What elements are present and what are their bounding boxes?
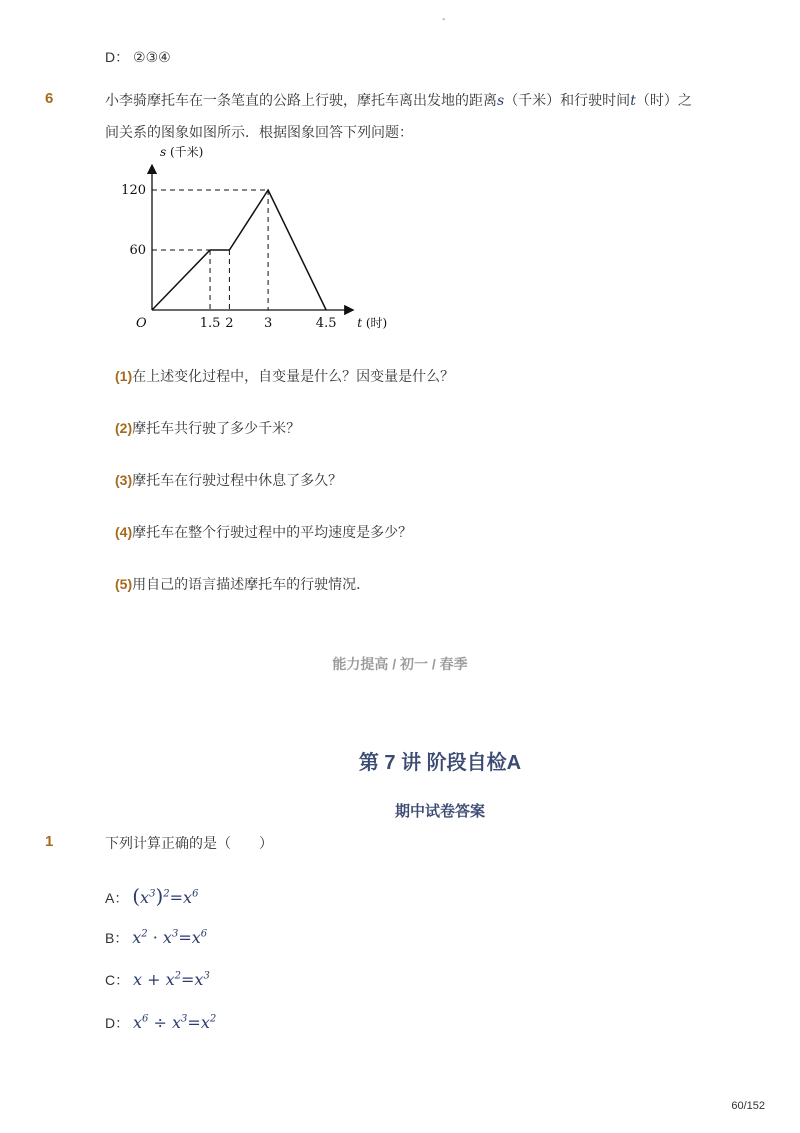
x-tick-label: 4.5 bbox=[315, 316, 337, 331]
origin-label: O bbox=[136, 316, 147, 331]
subquestion-number: (2) bbox=[115, 420, 133, 436]
subquestion-5 bbox=[115, 574, 370, 594]
subquestion-text: 摩托车在行驶过程中休息了多久？ bbox=[132, 472, 343, 488]
option-c-formula: $x + x^2=x^3$ bbox=[133, 970, 210, 989]
x-tick-label: 1.5 bbox=[199, 316, 221, 331]
option-a bbox=[105, 884, 198, 908]
x-tick-label: 2 bbox=[225, 316, 234, 331]
var-s: s bbox=[497, 93, 505, 109]
subquestion-text: 在上述变化过程中，自变量是什么？因变量是什么？ bbox=[132, 368, 455, 384]
option-label: D： bbox=[105, 1015, 130, 1031]
option-d bbox=[105, 1013, 216, 1033]
distance-time-chart bbox=[120, 140, 420, 340]
option-label: C： bbox=[105, 972, 130, 988]
stem-text: 小李骑摩托车在一条笔直的公路上行驶，摩托车离出发地的距离 bbox=[105, 92, 497, 108]
subquestion-text: 摩托车在整个行驶过程中的平均速度是多少？ bbox=[132, 524, 413, 540]
question-6-number: 6 bbox=[45, 90, 54, 107]
x-tick-label: 3 bbox=[263, 316, 273, 331]
stem-text: （千米）和行驶时间 bbox=[504, 92, 631, 108]
top-mark: - bbox=[442, 14, 446, 25]
question-6-stem-line2: 间关系的图象如图所示．根据图象回答下列问题： bbox=[105, 124, 413, 140]
x-axis-label: t (时) bbox=[357, 316, 388, 330]
subquestion-text: 摩托车共行驶了多少千米？ bbox=[132, 420, 301, 436]
y-axis-label: s (千米) bbox=[160, 145, 204, 159]
y-tick-label: 120 bbox=[121, 183, 146, 198]
subquestion-4 bbox=[115, 522, 412, 542]
question-6-stem-line1 bbox=[105, 90, 735, 110]
subquestion-number: (3) bbox=[115, 472, 133, 488]
var-t: t bbox=[630, 93, 636, 109]
question-1-number: 1 bbox=[45, 833, 54, 850]
lecture-title: 第 7 讲 阶段自检A bbox=[358, 752, 522, 774]
option-label: D： bbox=[105, 49, 130, 65]
subquestion-2 bbox=[115, 418, 300, 438]
option-a-formula: $(x^3)^2=x^6$ bbox=[132, 884, 199, 908]
subquestion-3 bbox=[115, 470, 342, 490]
option-d-formula: $x^6 \div x^3=x^2$ bbox=[133, 1013, 217, 1032]
footer-breadcrumb: 能力提高 / 初一 / 春季 bbox=[332, 656, 468, 672]
option-label: A： bbox=[105, 890, 129, 906]
subquestion-number: (4) bbox=[115, 524, 133, 540]
subquestion-number: (5) bbox=[115, 576, 133, 592]
previous-option-d bbox=[105, 47, 171, 67]
option-b-formula: $x^2 \cdot x^3=x^6$ bbox=[132, 928, 208, 947]
option-b bbox=[105, 928, 207, 948]
option-label: B： bbox=[105, 930, 129, 946]
subquestion-number: (1) bbox=[115, 368, 133, 384]
y-tick-label: 60 bbox=[129, 243, 146, 258]
option-value: ②③④ bbox=[133, 49, 171, 65]
subquestion-1 bbox=[115, 366, 454, 386]
subquestion-text: 用自己的语言描述摩托车的行驶情况． bbox=[132, 576, 371, 592]
page-number: 60/152 bbox=[731, 1100, 765, 1112]
question-1-stem: 下列计算正确的是（ ） bbox=[105, 835, 273, 851]
section-title: 期中试卷答案 bbox=[394, 803, 485, 820]
series-line bbox=[152, 190, 326, 310]
stem-text: （时）之 bbox=[635, 92, 692, 108]
option-c bbox=[105, 970, 210, 990]
